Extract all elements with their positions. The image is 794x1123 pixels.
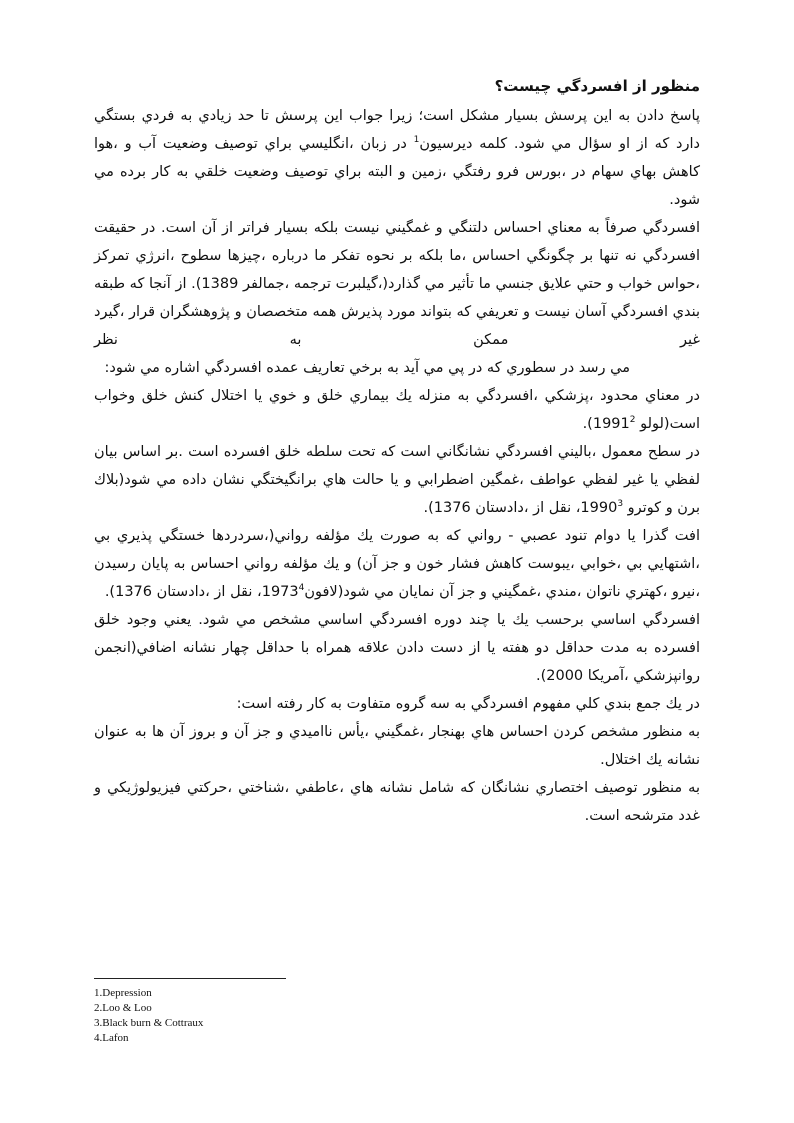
paragraph-10-text: به منظور توصيف اختصاري نشانگان كه شامل نشانه هاي ،عاطفي ،شناختي ،حركتي فيزيولوژيكي و غدد مترشحه است. <box>94 780 700 824</box>
paragraph-2-text: افسردگي صرفاً به معناي احساس دلتنگي و غمگيني نيست بلكه بسيار فراتر از آن است. در حقيقت افسردگي نه تنها بر چگونگي احساس ،ما بلكه بر نحوه تفكر ما درباره ،چيزها سطوح ،انرژي تمركز ،حواس خواب و حتي علايق جنسي ما تأثير مي گذارد(،گيلبرت ترجمه ،جمالفر 1389). از آنجا كه طبقه بندي افسردگي آسان نيست و تعريفي كه بتواند مورد پذيرش همه متخصصان و پژوهشگران قرار ،گيرد غير ممكن به نظر <box>94 220 700 348</box>
paragraph-3-text: مي رسد در سطوري كه در پي مي آيد به برخي تعاريف عمده افسردگي اشاره مي شود: <box>104 360 630 376</box>
paragraph-1-text: پاسخ دادن به اين پرسش بسيار مشكل است؛ زيرا جواب اين پرسش تا حد زيادي به فردي بستگي دارد كه از او سؤال مي شود. كلمه ديرسيون <box>94 108 700 152</box>
paragraph-9 <box>94 718 700 774</box>
footnote-3: 3.Black burn & Cottraux <box>94 1017 204 1029</box>
footnote-ref-3: 3 <box>617 499 624 510</box>
footnote-1: 1.Depression <box>94 987 152 999</box>
paragraph-5-text: در سطح معمول ،باليني افسردگي نشانگاني است كه تحت سلطه خلق افسرده است .بر اساس بيان لفظي يا غير لفظي عواطف ،غمگين اضطرابي و يا حالت هاي برانگيختگي نشان داده مي شود(بلاك برن و كوترو 1990 <box>94 444 700 516</box>
paragraph-5-text-cont: ، نقل از ،دادستان 1376). <box>423 500 581 516</box>
paragraph-7 <box>94 606 700 690</box>
paragraph-1-text-cont: در زبان ،انگليسي براي توصيف وضعيت آب و ،هوا كاهش بهاي سهام در ،بورس فرو رفتگي ،زمين و البته براي توصيف وضعيت خلقي به كار برده مي شود. <box>94 136 700 208</box>
footnote-ref-2: 2 <box>629 415 636 426</box>
body-text <box>94 72 700 830</box>
footnote-divider <box>94 978 286 979</box>
paragraph-4 <box>94 382 700 438</box>
footnotes <box>94 986 394 1046</box>
footnote-ref-4: 4 <box>298 583 305 594</box>
footnote-2: 2.Loo & Loo <box>94 1002 152 1014</box>
paragraph-7-text: افسردگي اساسي برحسب يك يا چند دوره افسردگي اساسي مشخص مي شود. يعني وجود خلق افسرده به مدت حداقل دو هفته يا از دست دادن علاقه همراه با حداقل چهار نشانه اضافي(انجمن روانپزشكي ،آمريكا 2000). <box>94 612 700 684</box>
footnote-ref-1: 1 <box>413 135 420 146</box>
paragraph-3 <box>94 354 700 382</box>
section-title: منظور از افسردگي چيست؟ <box>494 77 700 95</box>
paragraph-4-text-cont: ). <box>582 416 593 432</box>
paragraph-6-text: افت گذرا يا دوام تنود عصبي - رواني كه به صورت يك مؤلفه رواني(،سردردها خستگي پذيري بي ،اشتهايي بي ،خوابي ،يبوست كاهش فشار خون و جز آن) و يك مؤلفه رواني احساس به پايان رسيدن ،نيرو ،كهتري ناتوان ،مندي ،غمگيني و جز آن نمايان مي شود(لافون1973 <box>94 528 700 600</box>
paragraph-8 <box>94 690 700 718</box>
paragraph-6-text-cont: ، نقل از ،دادستان 1376). <box>104 584 262 600</box>
paragraph-2 <box>94 214 700 354</box>
paragraph-10 <box>94 774 700 830</box>
paragraph-5 <box>94 438 700 522</box>
paragraph-9-text: به منظور مشخص كردن احساس هاي بهنجار ،غمگيني ،يأس نااميدي و جز آن و بروز آن ها به عنوان نشانه يك اختلال. <box>94 724 700 768</box>
paragraph-6 <box>94 522 700 606</box>
footnote-4: 4.Lafon <box>94 1032 129 1044</box>
paragraph-4-text: در معناي محدود ،پزشكي ،افسردگي به منزله يك بيماري خلق و خوي يا اختلال كنش خلق وخواب است(لولو 1991 <box>94 388 700 432</box>
paragraph-8-text: در يك جمع بندي كلي مفهوم افسردگي به سه گروه متفاوت به كار رفته است: <box>236 696 700 712</box>
paragraph-1 <box>94 102 700 214</box>
